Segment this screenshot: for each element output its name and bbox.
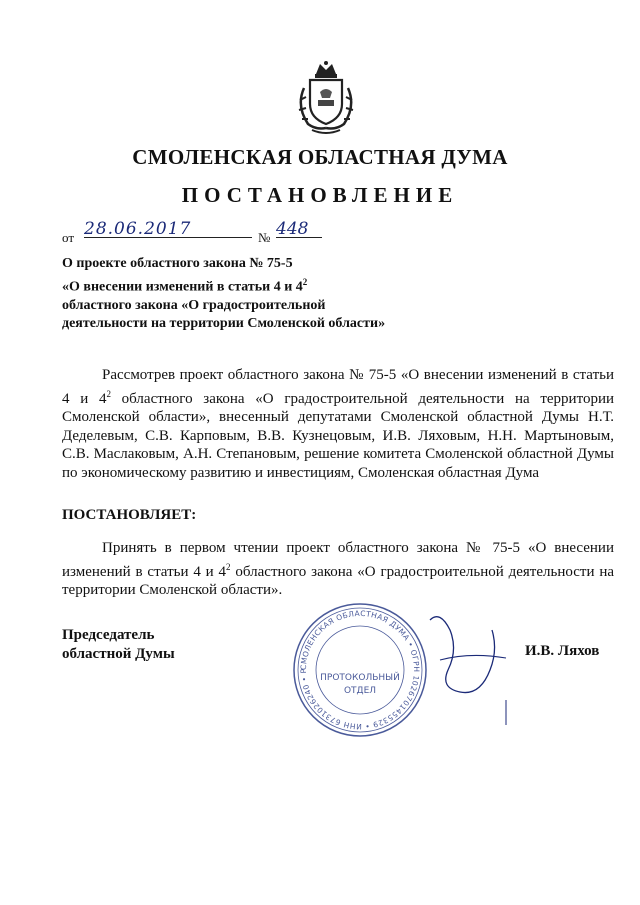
decision-text: Принять в первом чтении проект областного закона № 75-5 «О внесении изменений в статьи 4 и 4 bbox=[62, 540, 614, 580]
handwritten-signature bbox=[420, 600, 520, 730]
stamp-center-line2: ОТДЕЛ bbox=[343, 686, 377, 696]
svg-text:СМОЛЕНСКАЯ ОБЛАСТНАЯ ДУМА • ОГ bbox=[290, 600, 421, 731]
subject-line-text: «О внесении изменений в статьи 4 и 4 bbox=[62, 279, 303, 295]
coat-of-arms-icon bbox=[290, 60, 362, 136]
superscript: 2 bbox=[106, 388, 111, 399]
date-prefix: от bbox=[62, 230, 75, 245]
official-stamp bbox=[290, 600, 430, 740]
number-label: № bbox=[258, 230, 271, 245]
preamble-text: областного закона «О градостроительной деятельности на территории Смоленской области», внесенный депутатами Смоленской областной Думы Н.Т. Деделевым, С.В. Карповым, В.В. Кузнецовым, И.В. Ляховым, Н.Н. Мартыновым, С.В. Маслаковым, А.Н. Степановым, решение комитета Смоленской областной Думы по экономическому развитию и инвестициям, Смоленская областная Дума bbox=[62, 390, 614, 481]
superscript: 2 bbox=[302, 277, 308, 287]
document-type: ПОСТАНОВЛЕНИЕ bbox=[181, 183, 459, 207]
signer-title-line: областной Думы bbox=[62, 646, 175, 662]
stamp-ring-text: СМОЛЕНСКАЯ ОБЛАСТНАЯ ДУМА • ОГРН 1026701455329 • ИНН 6731026240 • Р bbox=[298, 608, 422, 732]
resolves-heading: ПОСТАНОВЛЯЕТ: bbox=[62, 507, 197, 523]
document-subject bbox=[62, 255, 422, 333]
decision-text: областного закона «О градостроительной деятельности на территории Смоленской области». bbox=[62, 563, 615, 598]
organization-title: СМОЛЕНСКАЯ ОБЛАСТНАЯ ДУМА bbox=[132, 145, 508, 169]
signer-name: И.В. Ляхов bbox=[525, 643, 600, 659]
handwritten-date: 28.06.2017 bbox=[84, 219, 252, 238]
stamp-center-line1: ПРОТОКОЛЬНЫЙ bbox=[320, 673, 400, 683]
signer-title bbox=[62, 626, 175, 664]
subject-line: областного закона «О градостроительной bbox=[62, 297, 326, 313]
subject-line: О проекте областного закона № 75-5 bbox=[62, 256, 293, 271]
subject-line: деятельности на территории Смоленской области» bbox=[62, 315, 386, 331]
preamble-paragraph bbox=[62, 366, 614, 482]
subject-line bbox=[62, 273, 422, 297]
handwritten-number: 448 bbox=[276, 219, 322, 238]
superscript: 2 bbox=[226, 561, 231, 572]
signer-title-line: Председатель bbox=[62, 627, 155, 643]
decision-paragraph bbox=[62, 539, 614, 600]
preamble-text: Рассмотрев проект областного закона № 75-5 «О внесении изменений в статьи 4 и 4 bbox=[62, 367, 614, 407]
